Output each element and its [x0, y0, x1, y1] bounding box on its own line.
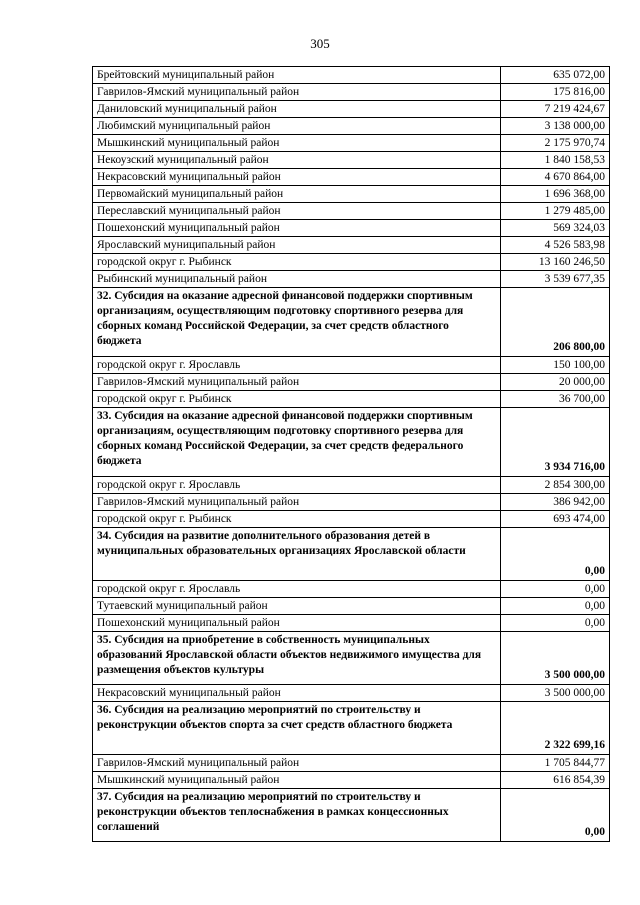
section-title: 37. Субсидия на реализацию мероприятий по строительству и реконструкции объектов теплоснабжения в рамках концессионных соглашений: [93, 789, 501, 842]
section-total: 3 934 716,00: [501, 408, 610, 477]
section-title: 32. Субсидия на оказание адресной финансовой поддержки спортивным организациям, осуществляющим подготовку спортивного резерва для сборных команд Российской Федерации, за счет средств областного бюджета: [93, 288, 501, 357]
table-row: [93, 357, 610, 374]
recipient-name: городской округ г. Ярославль: [93, 581, 501, 598]
amount: 150 100,00: [501, 357, 610, 374]
amount: 3 539 677,35: [501, 271, 610, 288]
amount: 0,00: [501, 615, 610, 632]
amount: 0,00: [501, 598, 610, 615]
amount: 1 696 368,00: [501, 186, 610, 203]
table-row: [93, 374, 610, 391]
amount: 616 854,39: [501, 772, 610, 789]
recipient-name: Переславский муниципальный район: [93, 203, 501, 220]
table-row: [93, 237, 610, 254]
recipient-name: Тутаевский муниципальный район: [93, 598, 501, 615]
amount: 1 705 844,77: [501, 755, 610, 772]
recipient-name: Мышкинский муниципальный район: [93, 135, 501, 152]
section-total: 0,00: [501, 789, 610, 842]
amount: 3 500 000,00: [501, 685, 610, 702]
amount: 4 526 583,98: [501, 237, 610, 254]
table-row: [93, 186, 610, 203]
amount: 693 474,00: [501, 511, 610, 528]
recipient-name: Мышкинский муниципальный район: [93, 772, 501, 789]
recipient-name: Некрасовский муниципальный район: [93, 169, 501, 186]
table-row: [93, 755, 610, 772]
table-row: [93, 581, 610, 598]
recipient-name: городской округ г. Ярославль: [93, 357, 501, 374]
amount: 386 942,00: [501, 494, 610, 511]
recipient-name: городской округ г. Рыбинск: [93, 254, 501, 271]
table-row: [93, 271, 610, 288]
recipient-name: Ярославский муниципальный район: [93, 237, 501, 254]
recipient-name: городской округ г. Рыбинск: [93, 391, 501, 408]
table-row: [93, 84, 610, 101]
amount: 1 279 485,00: [501, 203, 610, 220]
table-row: [93, 135, 610, 152]
recipient-name: Гаврилов-Ямский муниципальный район: [93, 755, 501, 772]
section-title: 35. Субсидия на приобретение в собственность муниципальных образований Ярославской области объектов недвижимого имущества для размещения объектов культуры: [93, 632, 501, 685]
amount: 175 816,00: [501, 84, 610, 101]
recipient-name: городской округ г. Ярославль: [93, 477, 501, 494]
recipient-name: Первомайский муниципальный район: [93, 186, 501, 203]
section-header-row: [93, 702, 610, 755]
table-row: [93, 118, 610, 135]
recipient-name: Гаврилов-Ямский муниципальный район: [93, 374, 501, 391]
table-row: [93, 494, 610, 511]
section-header-row: [93, 789, 610, 842]
table-row: [93, 169, 610, 186]
amount: 635 072,00: [501, 67, 610, 84]
table-row: [93, 152, 610, 169]
section-total: 0,00: [501, 528, 610, 581]
page-number: 305: [310, 36, 330, 51]
subsidy-table-body: [93, 67, 610, 842]
section-total: 206 800,00: [501, 288, 610, 357]
amount: 1 840 158,53: [501, 152, 610, 169]
table-row: [93, 598, 610, 615]
recipient-name: Некрасовский муниципальный район: [93, 685, 501, 702]
amount: 36 700,00: [501, 391, 610, 408]
amount: 3 138 000,00: [501, 118, 610, 135]
table-row: [93, 511, 610, 528]
section-header-row: [93, 288, 610, 357]
table-row: [93, 615, 610, 632]
table-row: [93, 67, 610, 84]
recipient-name: Рыбинский муниципальный район: [93, 271, 501, 288]
amount: 13 160 246,50: [501, 254, 610, 271]
table-row: [93, 203, 610, 220]
recipient-name: Некоузский муниципальный район: [93, 152, 501, 169]
table-row: [93, 391, 610, 408]
table-row: [93, 477, 610, 494]
table-row: [93, 101, 610, 118]
subsidy-table: [92, 66, 610, 842]
recipient-name: Пошехонский муниципальный район: [93, 220, 501, 237]
recipient-name: Пошехонский муниципальный район: [93, 615, 501, 632]
section-total: 2 322 699,16: [501, 702, 610, 755]
recipient-name: Любимский муниципальный район: [93, 118, 501, 135]
amount: 7 219 424,67: [501, 101, 610, 118]
section-total: 3 500 000,00: [501, 632, 610, 685]
section-title: 36. Субсидия на реализацию мероприятий по строительству и реконструкции объектов спорта за счет средств областного бюджета: [93, 702, 501, 755]
amount: 2 854 300,00: [501, 477, 610, 494]
section-header-row: [93, 528, 610, 581]
table-row: [93, 685, 610, 702]
amount: 4 670 864,00: [501, 169, 610, 186]
table-row: [93, 772, 610, 789]
section-title: 34. Субсидия на развитие дополнительного образования детей в муниципальных образовательных организациях Ярославской области: [93, 528, 501, 581]
recipient-name: Даниловский муниципальный район: [93, 101, 501, 118]
section-title: 33. Субсидия на оказание адресной финансовой поддержки спортивным организациям, осуществляющим подготовку спортивного резерва для сборных команд Российской Федерации, за счет средств федерального бюджета: [93, 408, 501, 477]
recipient-name: Гаврилов-Ямский муниципальный район: [93, 84, 501, 101]
recipient-name: Брейтовский муниципальный район: [93, 67, 501, 84]
table-row: [93, 254, 610, 271]
section-header-row: [93, 408, 610, 477]
recipient-name: городской округ г. Рыбинск: [93, 511, 501, 528]
recipient-name: Гаврилов-Ямский муниципальный район: [93, 494, 501, 511]
amount: 569 324,03: [501, 220, 610, 237]
amount: 20 000,00: [501, 374, 610, 391]
amount: 2 175 970,74: [501, 135, 610, 152]
section-header-row: [93, 632, 610, 685]
table-row: [93, 220, 610, 237]
amount: 0,00: [501, 581, 610, 598]
